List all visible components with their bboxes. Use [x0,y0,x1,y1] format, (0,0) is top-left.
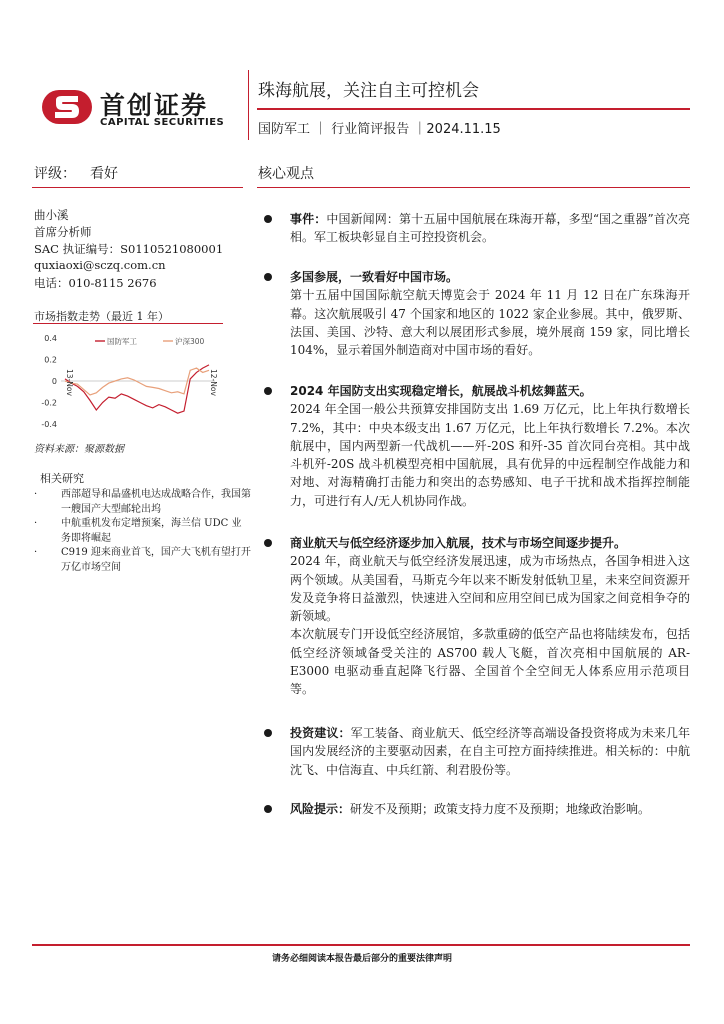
point-defense-spending [290,382,690,510]
point-head: 投资建议： [290,726,351,740]
rating [34,163,118,183]
related-item-text: 中航重机发布定增预案，海兰信 UDC 业务即将崛起 [61,518,242,544]
bullet-icon: · [34,489,38,500]
legend-label: 国防军工 [107,337,137,346]
report-subtitle: 国防军工 ｜ 行业简评报告 ｜2024.11.15 [258,122,501,137]
footer-disclaimer: 请务必细阅读本报告最后部分的重要法律声明 [271,954,452,964]
point-exhibitors [290,268,690,359]
y-tick-label: 0.4 [44,334,57,343]
bullet-icon [264,539,272,547]
point-head: 事件： [290,212,327,226]
right-rule [257,187,690,188]
point-text: 军工装备、商业航天、低空经济等高端设备投资将成为未来几年国内发展经济的主要驱动因素，在自主可控方面持续推进。相关标的：中航沈飞、中信海直、中兵红箭、利君股份等。 [290,726,690,777]
bullet-icon [264,729,272,737]
point-head: 商业航天与低空经济逐步加入航展，技术与市场空间逐步提升。 [290,536,627,550]
point-investment [290,724,690,779]
footer-rule [32,944,690,946]
point-event [290,210,690,247]
point-head: 风险提示： [290,802,351,816]
chart-title: 市场指数走势（最近 1 年） [34,310,169,323]
bullet-icon: · [34,547,38,558]
y-tick-label: 0.2 [44,355,57,365]
y-tick-label: 0 [51,377,57,386]
left-rule [32,187,243,188]
title-rule [257,108,690,110]
point-text-2: 本次航展专门开设低空经济展馆，多款重磅的低空产品也将陆续发布，包括低空经济领域备受关注的 AS700 载人飞艇，首次亮相中国航展的 AR-E3000 电驱动垂直起降飞行器、全国首个全空间无人体系应用示范项目等。 [290,627,690,697]
point-head: 多国参展，一致看好中国市场。 [290,270,459,284]
series-line [65,365,209,413]
x-tick-label: 13-Nov [65,369,74,396]
logo-english-text: CAPITAL SECURITIES [100,117,225,128]
legend-label: 沪深300 [175,337,205,346]
header-divider [248,70,249,140]
point-text: 研发不及预期；政策支持力度不及预期；地缘政治影响。 [350,802,651,816]
rating-label: 评级： [34,166,76,182]
analyst-email[interactable]: quxiaoxi@sczq.com.cn [34,258,166,272]
bullet-icon [264,805,272,813]
bullet-icon [264,215,272,223]
analyst-name: 曲小溪 [34,208,69,222]
related-item-text: 西部超导和晶盛机电达成战略合作，我国第一艘国产大型邮轮出坞 [61,489,251,515]
core-view-title: 核心观点 [258,166,314,182]
related-research-title: 相关研究 [40,472,84,485]
bullet-icon [264,387,272,395]
point-commercial-space [290,534,690,699]
rating-value: 看好 [90,166,118,182]
related-item-text: C919 迎来商业首飞，国产大飞机有望打开万亿市场空间 [61,547,251,573]
capital-securities-logo-icon [42,86,92,128]
report-title: 珠海航展，关注自主可控机会 [258,81,479,101]
point-text: 2024 年，商业航天与低空经济发展迅速，成为市场热点，各国争相进入这两个领域。从美国看，马斯克今年以来不断发射低轨卫星，未来空间资源开发及竞争将日益激烈，快速进入空间和应用空间已成为国家之间竞相争夺的新领域。 [290,554,690,624]
point-head: 2024 年国防支出实现稳定增长，航展战斗机炫舞蓝天。 [290,384,592,398]
x-tick-label: 12-Nov [209,369,218,396]
bullet-icon [264,273,272,281]
point-text: 第十五届中国国际航空航天博览会于 2024 年 11 月 12 日在广东珠海开幕。这次航展吸引 47 个国家和地区的 1022 家企业参展。其中，俄罗斯、法国、美国、沙特、意大利以展团形式参展，境外展商 159 家，同比增长 104%，显示着国外制造商对中国市场的看好。 [290,288,690,358]
analyst-role: 首席分析师 [34,225,92,239]
logo-chinese-text: 首创证券 [100,91,209,120]
analyst-phone: 电话：010-8115 2676 [34,276,157,290]
point-text: 中国新闻网：第十五届中国航展在珠海开幕，多型“国之重器”首次亮相。军工板块彰显自主可控投资机会。 [290,212,690,245]
point-risk [290,800,690,818]
analyst-sac: SAC 执证编号：S0110521080001 [34,242,224,256]
market-index-chart [33,323,223,428]
bullet-icon: · [34,518,38,529]
y-tick-label: -0.2 [41,398,57,408]
chart-svg [33,324,223,428]
chart-source: 资料来源：聚源数据 [34,444,124,455]
y-tick-label: -0.4 [41,420,57,428]
point-text: 2024 年全国一般公共预算安排国防支出 1.69 万亿元，比上年执行数增长 7.2%，其中：中央本级支出 1.67 万亿元，比上年执行数增长 7.2%。本次航展中，国内两型新一代战机——歼-20S 和歼-35 首次同台亮相。其中战斗机歼-20S 战斗机模型亮相中国航展，具有优异的中远程制空作战能力和对地、对海精确打击能力和突出的态势感知、电子干扰和战术指挥控制能力，可进行有人/无人机协同作战。 [290,402,690,508]
